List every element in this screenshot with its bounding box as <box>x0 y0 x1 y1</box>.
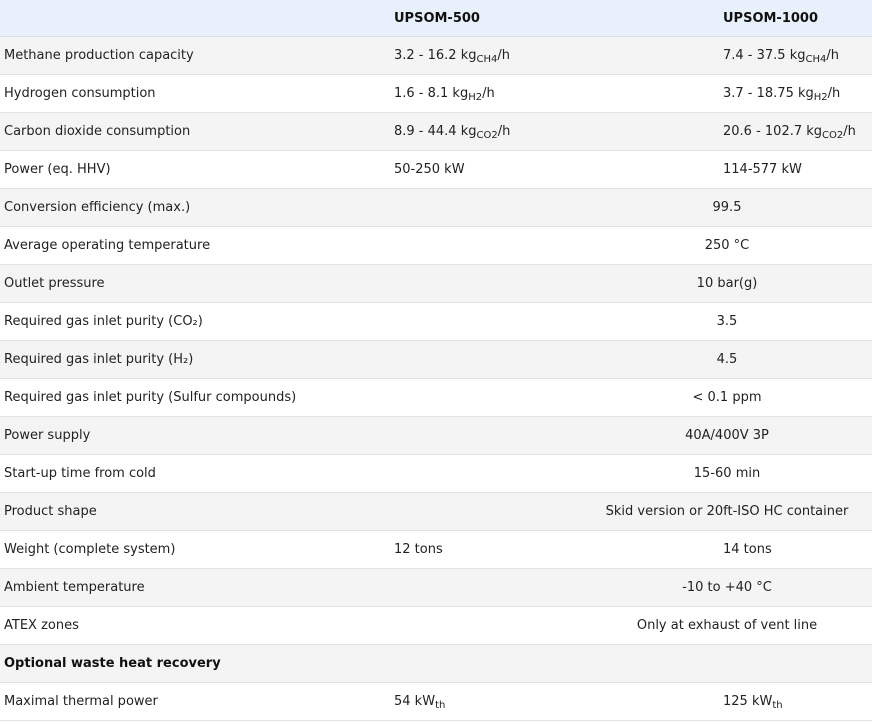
shared-value <box>390 303 872 341</box>
shared-value-text: 3.5 <box>716 314 738 329</box>
spec-label: Maximal thermal power <box>4 694 158 709</box>
value-sub: CH4 <box>476 54 498 65</box>
upsom-500-value <box>390 683 719 721</box>
spec-label: Methane production capacity <box>4 48 194 63</box>
spec-label: Carbon dioxide consumption <box>4 124 191 139</box>
shared-value-text: 40A/400V 3P <box>685 428 769 443</box>
shared-value <box>390 569 872 607</box>
table-row <box>0 455 872 493</box>
table-row <box>0 151 872 189</box>
value-main: 125 kW <box>723 694 773 709</box>
upsom-1000-value: 114-577 kW <box>723 162 802 177</box>
value-sub: H2 <box>813 92 828 103</box>
upsom-1000-value <box>719 75 872 113</box>
table-row <box>0 683 872 721</box>
value-tail: /h <box>826 48 839 63</box>
table-row <box>0 75 872 113</box>
shared-value <box>390 189 872 227</box>
value-sub: CO2 <box>476 130 498 141</box>
spec-label: Product shape <box>4 504 97 519</box>
value-main: 20.6 - 102.7 kg <box>723 124 823 139</box>
table-row <box>0 189 872 227</box>
shared-value-text: 15-60 min <box>693 466 761 481</box>
value-tail: /h <box>482 86 495 101</box>
spec-label: Outlet pressure <box>4 276 105 291</box>
value-tail: /h <box>827 86 841 101</box>
upsom-1000-value: 14 tons <box>723 542 772 557</box>
upsom-1000-value <box>719 37 872 75</box>
section-row <box>0 645 872 683</box>
shared-value <box>390 341 872 379</box>
shared-value-text: Only at exhaust of vent line <box>636 618 818 633</box>
value-sub: th <box>772 700 783 711</box>
value-main: 1.6 - 8.1 kg <box>394 86 469 101</box>
table-row <box>0 379 872 417</box>
value-sub: th <box>435 700 446 711</box>
value-sub: H2 <box>468 92 483 103</box>
spec-label: Power (eq. HHV) <box>4 162 111 177</box>
spec-label: Power supply <box>4 428 91 443</box>
spec-label: Required gas inlet purity (Sulfur compounds) <box>4 390 297 405</box>
spec-label: Hydrogen consumption <box>4 86 156 101</box>
spec-label: Weight (complete system) <box>4 542 176 557</box>
shared-value-text: 10 bar(g) <box>696 276 758 291</box>
header-spec-column <box>0 0 390 37</box>
shared-value-text: < 0.1 ppm <box>692 390 762 405</box>
upsom-500-value: 50-250 kW <box>394 162 465 177</box>
shared-value <box>390 607 872 645</box>
header-upsom-500: UPSOM-500 <box>390 0 719 37</box>
shared-value <box>390 379 872 417</box>
shared-value <box>390 417 872 455</box>
shared-value <box>390 455 872 493</box>
shared-value-text: 99.5 <box>712 200 742 215</box>
table-row <box>0 341 872 379</box>
value-main: 3.2 - 16.2 kg <box>394 48 477 63</box>
value-sub: CH4 <box>805 54 827 65</box>
table-row <box>0 303 872 341</box>
shared-value <box>390 265 872 303</box>
table-row <box>0 493 872 531</box>
section-empty-cell <box>390 645 872 683</box>
spec-label: Required gas inlet purity (CO₂) <box>4 314 203 329</box>
spec-label: ATEX zones <box>4 618 79 633</box>
value-main: 8.9 - 44.4 kg <box>394 124 477 139</box>
table-row <box>0 569 872 607</box>
table-row <box>0 37 872 75</box>
section-title: Optional waste heat recovery <box>4 656 221 671</box>
table-row <box>0 227 872 265</box>
shared-value-text: 250 °C <box>704 238 750 253</box>
shared-value <box>390 493 872 531</box>
header-upsom-1000: UPSOM-1000 <box>719 0 872 37</box>
value-main: 7.4 - 37.5 kg <box>723 48 806 63</box>
spec-label: Average operating temperature <box>4 238 211 253</box>
value-main: 54 kW <box>394 694 436 709</box>
spec-label: Start-up time from cold <box>4 466 156 481</box>
table-header-row <box>0 0 872 37</box>
spec-label: Ambient temperature <box>4 580 145 595</box>
shared-value <box>390 227 872 265</box>
upsom-500-value <box>390 37 719 75</box>
shared-value-text: Skid version or 20ft-ISO HC container <box>605 504 849 519</box>
table-row <box>0 265 872 303</box>
table-row <box>0 113 872 151</box>
shared-value-text: 4.5 <box>716 352 738 367</box>
spec-label: Conversion efficiency (max.) <box>4 200 191 215</box>
value-tail: /h <box>497 124 511 139</box>
value-sub: CO2 <box>822 130 844 141</box>
shared-value-text: -10 to +40 °C <box>682 580 772 595</box>
value-main: 3.7 - 18.75 kg <box>723 86 814 101</box>
upsom-1000-value <box>719 113 872 151</box>
table-row <box>0 417 872 455</box>
upsom-500-value <box>390 75 719 113</box>
value-tail: /h <box>497 48 510 63</box>
upsom-1000-value <box>719 683 872 721</box>
table-row <box>0 531 872 569</box>
value-tail: /h <box>843 124 856 139</box>
spec-label: Required gas inlet purity (H₂) <box>4 352 194 367</box>
upsom-500-value <box>390 113 719 151</box>
table-row <box>0 607 872 645</box>
upsom-500-value: 12 tons <box>394 542 443 557</box>
